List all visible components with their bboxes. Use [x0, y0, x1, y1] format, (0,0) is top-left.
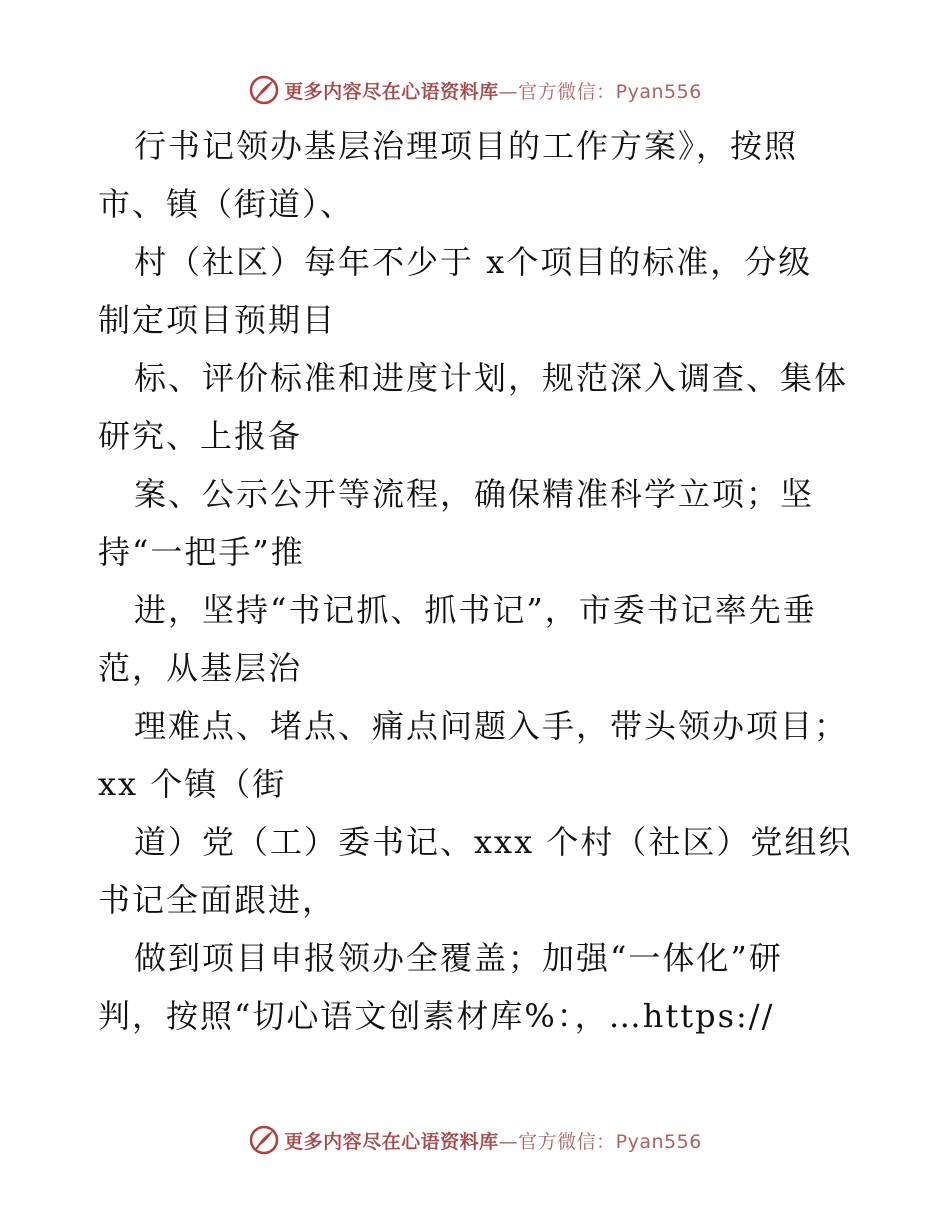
body-line: 市、镇（街道）、: [98, 185, 355, 223]
body-line: 研究、上报备: [98, 417, 303, 455]
quill-logo-icon: [248, 1124, 280, 1156]
body-line: 书记全面跟进，: [98, 881, 337, 919]
body-line: 标、评价标准和进度计划，规范深入调查、集体: [134, 359, 849, 397]
body-line: 道）党（工）委书记、xxx 个村（社区）党组织: [134, 823, 853, 861]
header-banner-main: 更多内容尽在心语资料库: [284, 80, 499, 103]
body-line: xx 个镇（街: [98, 765, 287, 803]
body-line: 案、公示公开等流程，确保精准科学立项；坚: [134, 475, 815, 513]
footer-banner-main: 更多内容尽在心语资料库: [284, 1130, 499, 1153]
body-line: 制定项目预期目: [98, 301, 337, 339]
body-line: 行书记领办基层治理项目的工作方案》，按照: [134, 127, 799, 165]
body-line: 做到项目申报领办全覆盖；加强“一体化”研: [134, 939, 783, 977]
body-line: 村（社区）每年不少于 x个项目的标准，分级: [134, 243, 813, 281]
header-banner: [0, 70, 950, 110]
body-line: 持“一把手”推: [98, 533, 305, 571]
header-banner-dash: —: [498, 80, 519, 103]
header-banner-wechat: 官方微信：Pyan556: [518, 80, 702, 103]
footer-banner: [0, 1120, 950, 1160]
footer-banner-dash: —: [498, 1130, 519, 1153]
body-line: 理难点、堵点、痛点问题入手，带头领办项目；: [134, 707, 849, 745]
document-body: [98, 117, 858, 1045]
header-banner-text: [284, 77, 702, 104]
footer-banner-text: [284, 1127, 702, 1154]
body-line: 范，从基层治: [98, 649, 303, 687]
body-line: 进，坚持“书记抓、抓书记”，市委书记率先垂: [134, 591, 817, 629]
footer-banner-wechat: 官方微信：Pyan556: [518, 1130, 702, 1153]
quill-logo-icon: [248, 74, 280, 106]
body-line: 判，按照“切心语文创素材库%：，…https://: [98, 997, 775, 1035]
